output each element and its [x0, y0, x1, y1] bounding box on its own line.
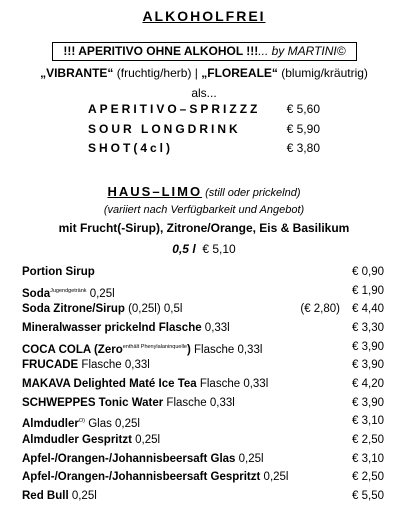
drink-price: € 3,10 [352, 452, 384, 465]
drink-title: MAKAVA Delighted Maté Ice Tea [22, 377, 197, 390]
drink-name [22, 451, 264, 467]
drink-row [22, 339, 384, 355]
drink-price: € 5,50 [352, 489, 384, 502]
drink-name [22, 432, 160, 448]
drink-row [22, 283, 384, 299]
aperitivo-item-price: € 3,80 [286, 141, 320, 155]
drink-detail: 0,25l [260, 471, 289, 484]
drink-detail: (0,25l) 0,5l [124, 303, 183, 316]
drink-detail: 0,25l [235, 452, 264, 465]
hauslimo-size: 0,5 l [172, 242, 196, 256]
drink-detail: Flasche 0,33l [196, 377, 269, 390]
drink-title: Soda Zitrone/Sirup [22, 303, 125, 316]
drink-title: Almdudler [22, 418, 79, 431]
hauslimo-heading [0, 184, 408, 199]
drink-title: Red Bull [22, 489, 69, 502]
drink-row [22, 413, 384, 429]
drink-row [22, 264, 384, 280]
drink-price: € 2,50 [352, 433, 384, 446]
variant-floreale: „FLOREALE“ [201, 66, 278, 80]
aperitivo-item-price: € 5,60 [286, 102, 320, 116]
aperitivo-banner [52, 42, 357, 61]
drink-row [22, 488, 384, 504]
drink-title-suffix: ) [186, 343, 191, 356]
drink-title: Apfel-/Orangen-/Johannisbeersaft Gespritzt [22, 471, 261, 484]
drink-name [22, 376, 268, 392]
drink-detail: 0,33l [201, 321, 230, 334]
drink-title: COCA COLA (Zero [22, 343, 123, 356]
drink-name [22, 357, 150, 373]
drink-title: Mineralwasser prickelnd Flasche [22, 321, 202, 334]
drink-footnote: Jugendgetränk [50, 287, 87, 294]
drink-detail: Flasche 0,33l [163, 396, 235, 409]
drink-alt-price: (€ 2,80) [300, 303, 340, 316]
drink-price: € 3,90 [352, 359, 384, 372]
drink-price: € 1,90 [352, 284, 384, 297]
drink-price: € 0,90 [352, 266, 384, 278]
drink-title: Apfel-/Orangen-/Johannisbeersaft Glas [22, 452, 236, 465]
drink-title: Soda [22, 287, 51, 300]
aperitivo-by: ... by MARTINI© [258, 44, 346, 58]
drink-price: € 2,50 [352, 471, 384, 484]
drink-detail: Flasche 0,33l [78, 359, 150, 372]
aperitivo-headline: !!! APERITIVO OHNE ALKOHOL !!! [63, 44, 259, 58]
drink-row [22, 395, 384, 411]
hauslimo-note: (still oder prickelnd) [202, 187, 301, 199]
drink-row [22, 451, 384, 467]
variant-vibrante: „VIBRANTE“ [40, 66, 114, 80]
drink-title: Portion Sirup [22, 266, 95, 278]
hauslimo-title: HAUS–LIMO [107, 184, 203, 199]
drink-name [22, 395, 235, 411]
drink-price: € 4,40 [352, 303, 384, 316]
drink-name [22, 283, 115, 302]
drink-name [22, 469, 289, 485]
aperitivo-item-name: SOUR LONGDRINK [88, 122, 241, 136]
hauslimo-price: € 5,10 [202, 242, 236, 256]
drink-title: FRUCADE [22, 359, 79, 372]
drink-detail: Glas 0,25l [85, 418, 140, 431]
aperitivo-als: als... [191, 86, 217, 100]
page-title: ALKOHOLFREI [142, 8, 266, 24]
drink-name [22, 413, 140, 432]
variant-floreale-desc: (blumig/kräutrig) [277, 66, 368, 80]
drink-detail: 0,25l [131, 433, 161, 446]
aperitivo-item-price: € 5,90 [286, 122, 320, 136]
drink-price: € 3,10 [352, 415, 384, 428]
drink-name [22, 320, 230, 336]
variant-vibrante-desc: (fruchtig/herb) | [113, 66, 202, 80]
drink-detail: 0,25l [86, 287, 115, 300]
hauslimo-subtitle: (variiert nach Verfügbarkeit und Angebot) [103, 204, 305, 216]
hauslimo-description: mit Frucht(-Sirup), Zitrone/Orange, Eis & Basilikum [58, 221, 350, 235]
drink-name [22, 264, 95, 280]
drink-price: € 3,90 [352, 396, 384, 409]
hauslimo-size-price [0, 242, 408, 256]
drink-detail: Flasche 0,33l [190, 343, 263, 356]
drink-footnote: enthält Phenylalaninquelle [122, 343, 187, 350]
drink-row [22, 320, 384, 336]
drink-title: SCHWEPPES Tonic Water [22, 396, 164, 409]
drink-price: € 3,30 [352, 321, 384, 334]
drink-price: € 3,90 [352, 340, 384, 353]
aperitivo-item-name: APERITIVO–SPRIZZZ [88, 102, 261, 116]
aperitivo-variants [0, 66, 408, 80]
drink-row [22, 357, 384, 373]
drink-price: € 4,20 [352, 377, 384, 390]
drink-row [22, 376, 384, 392]
drink-title: Almdudler Gespritzt [22, 433, 132, 446]
drink-row [22, 301, 384, 317]
aperitivo-item-name: SHOT(4cl) [88, 141, 174, 155]
drink-detail: 0,25l [68, 489, 97, 502]
drink-row [22, 469, 384, 485]
drink-row [22, 432, 384, 448]
drink-name [22, 301, 182, 317]
drink-footnote: O) [78, 418, 85, 425]
drink-name [22, 488, 97, 504]
drink-name [22, 339, 262, 358]
